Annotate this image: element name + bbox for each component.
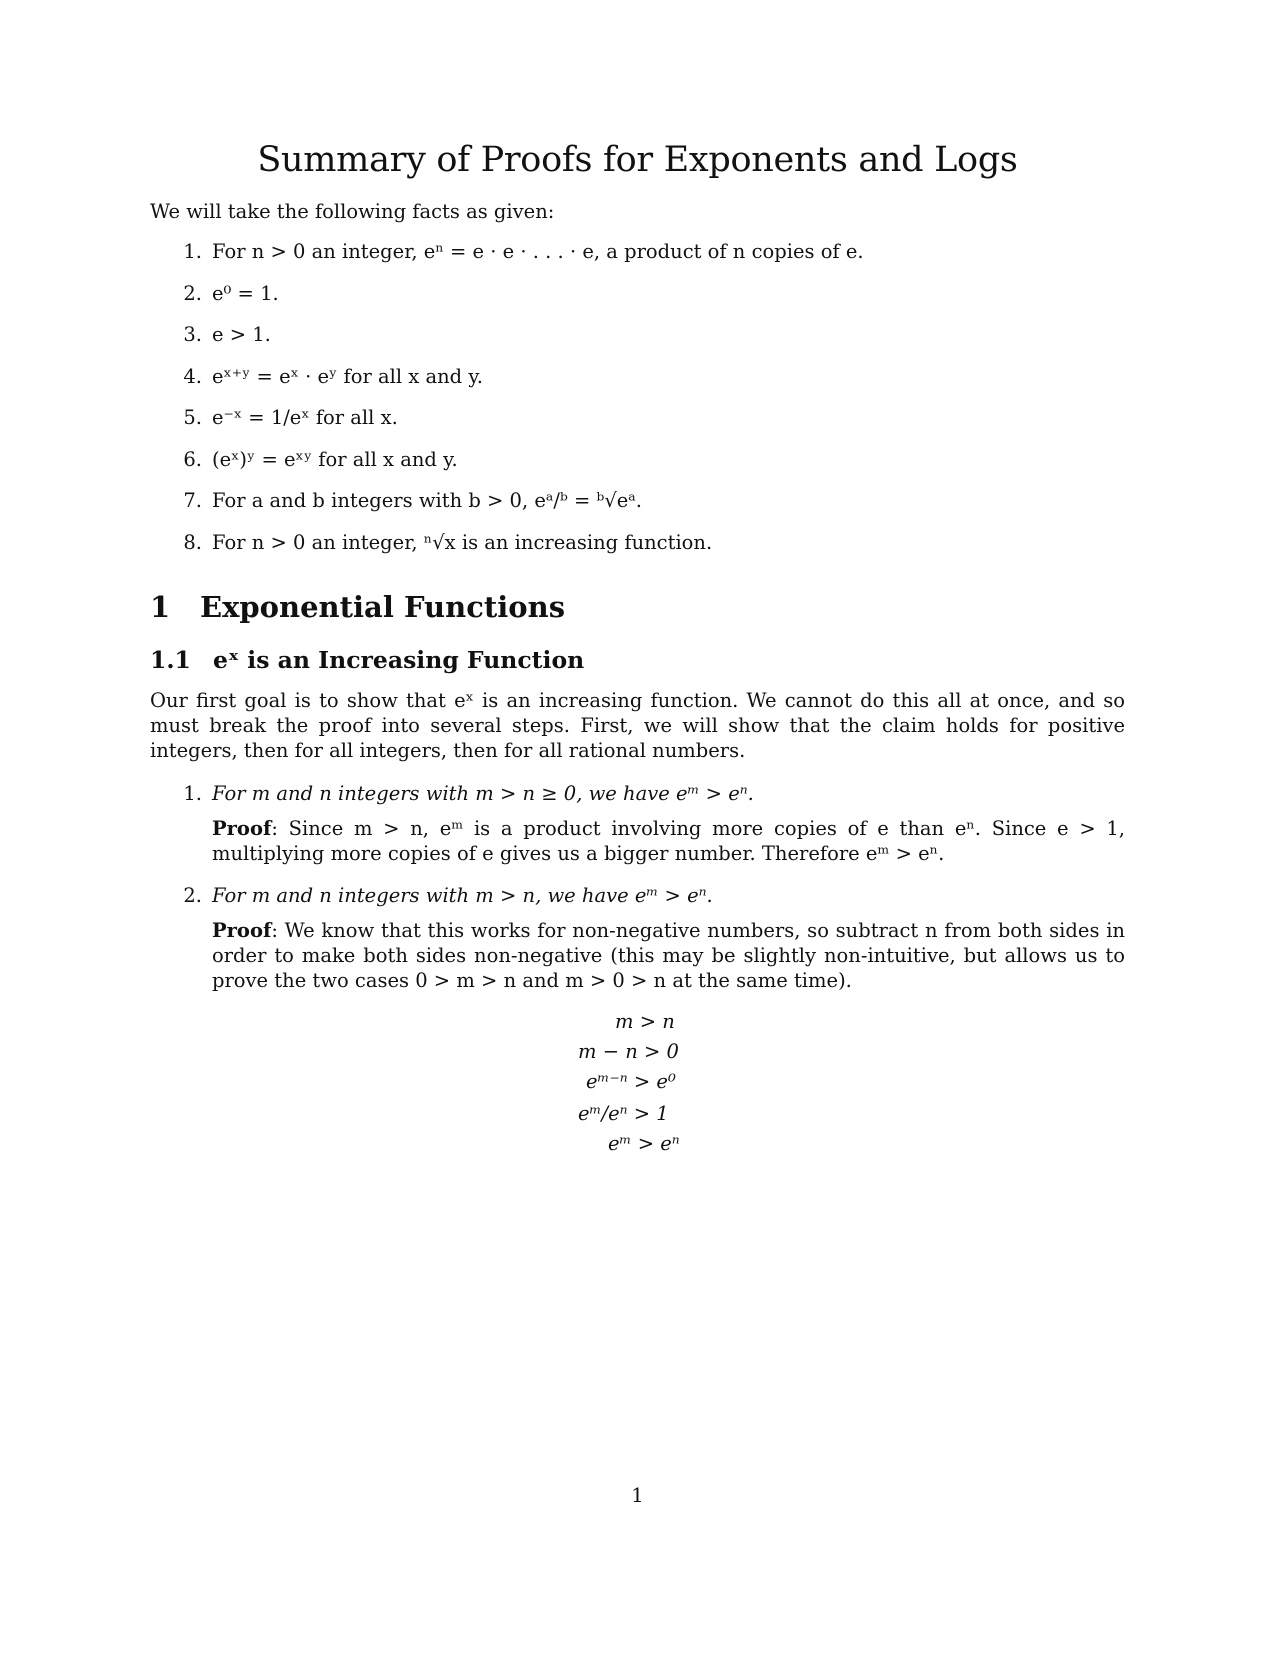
fact-number: 8. xyxy=(183,530,202,554)
fact-number: 5. xyxy=(183,406,202,429)
fact-item xyxy=(150,531,1125,573)
claim-item xyxy=(150,884,1125,993)
fact-item xyxy=(150,240,1125,282)
fact-item xyxy=(150,489,1125,531)
claim-body xyxy=(212,884,1125,993)
proof-body: : We know that this works for non-negative numbers, so subtract n from both sides in order to make both sides non-negative (this may be slightly non-intuitive, but allows us to prove the two cases 0 > m > n and m > 0 > n at the same time). xyxy=(212,919,1125,992)
section-number: 1 xyxy=(150,590,171,624)
claims-list xyxy=(150,782,1125,993)
fact-number: 2. xyxy=(183,281,202,305)
fact-text: For n > 0 an integer, ⁿ√x is an increasing function. xyxy=(212,530,713,554)
given-facts-list xyxy=(150,240,1125,572)
derivation-line: eᵐ⁻ⁿ > e⁰ xyxy=(586,1070,676,1093)
proof-label: Proof xyxy=(212,919,272,942)
section-title: Exponential Functions xyxy=(200,590,566,624)
page-number: 1 xyxy=(631,1484,644,1507)
subsection-number: 1.1 xyxy=(150,646,191,674)
fact-item xyxy=(150,406,1125,448)
claim-statement: For m and n integers with m > n ≥ 0, we have eᵐ > eⁿ. xyxy=(212,782,754,805)
fact-text: (eˣ)ʸ = eˣʸ for all x and y. xyxy=(212,447,458,471)
body-paragraph: Our first goal is to show that eˣ is an increasing function. We cannot do this all at once, and so must break the proof into several steps. First, we will show that the claim holds for positive integers, then for all integers, then for all rational numbers. xyxy=(150,689,1125,762)
fact-text: For a and b integers with b > 0, eᵃ/ᵇ = ᵇ√eᵃ. xyxy=(212,489,643,512)
fact-text: eˣ⁺ʸ = eˣ · eʸ for all x and y. xyxy=(212,364,483,388)
fact-item xyxy=(150,323,1125,365)
claim-number: 1. xyxy=(183,782,202,805)
derivation-line: m > n xyxy=(615,1010,675,1033)
fact-number: 7. xyxy=(183,489,202,512)
claim-number: 2. xyxy=(183,884,202,907)
fact-item xyxy=(150,448,1125,490)
page-title: Summary of Proofs for Exponents and Logs xyxy=(257,140,1018,180)
derivation-line: eᵐ/eⁿ > 1 xyxy=(578,1102,669,1125)
claim-item xyxy=(150,782,1125,884)
fact-text: e > 1. xyxy=(212,323,271,346)
proof-label: Proof xyxy=(212,817,272,840)
claim-statement: For m and n integers with m > n, we have eᵐ > eⁿ. xyxy=(212,884,713,907)
section-heading xyxy=(150,590,565,624)
derivation-line: m − n > 0 xyxy=(578,1040,679,1063)
proof-text xyxy=(212,816,1125,866)
claim-body xyxy=(212,782,1125,884)
fact-text: For n > 0 an integer, eⁿ = e · e · . . . · e, a product of n copies of e. xyxy=(212,240,864,263)
fact-number: 6. xyxy=(183,447,202,471)
fact-number: 1. xyxy=(183,240,202,263)
fact-number: 4. xyxy=(183,364,202,388)
derivation-line: eᵐ > eⁿ xyxy=(608,1132,680,1155)
subsection-title: eˣ is an Increasing Function xyxy=(213,646,585,674)
fact-number: 3. xyxy=(183,323,202,346)
fact-text: e⁰ = 1. xyxy=(212,281,279,305)
proof-body: : Since m > n, eᵐ is a product involving more copies of e than eⁿ. Since e > 1, multiplying more copies of e gives us a bigger number. Therefore eᵐ > eⁿ. xyxy=(212,817,1125,865)
subsection-heading xyxy=(150,646,584,674)
fact-item xyxy=(150,365,1125,407)
intro-text: We will take the following facts as given: xyxy=(150,200,555,223)
proof-text xyxy=(212,918,1125,993)
fact-text: e⁻ˣ = 1/eˣ for all x. xyxy=(212,406,398,429)
fact-item xyxy=(150,282,1125,324)
